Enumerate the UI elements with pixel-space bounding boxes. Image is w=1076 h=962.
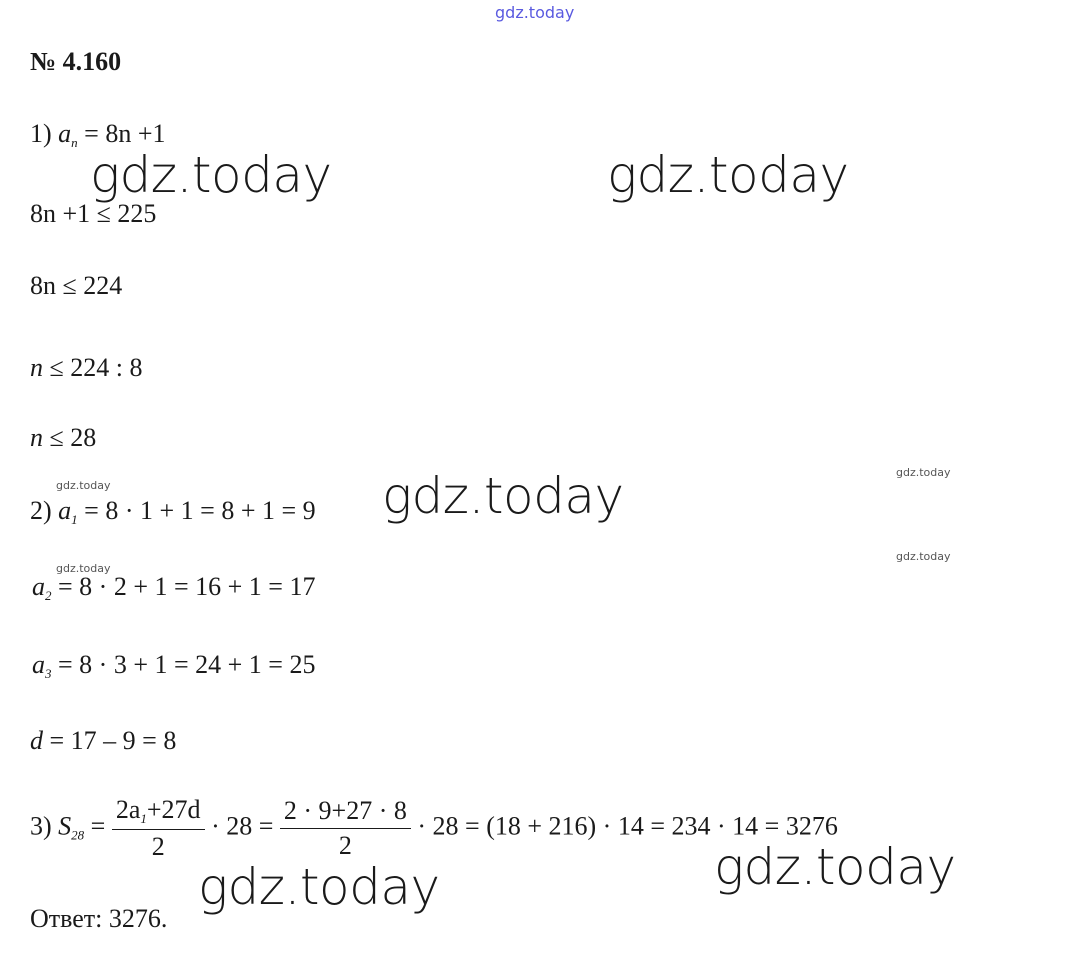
watermark-small: gdz.today: [896, 466, 951, 479]
sum-symbol: S: [58, 811, 72, 841]
substituted-fraction: [280, 798, 411, 859]
sequence-term: a: [58, 119, 72, 148]
part2-label: 2): [30, 496, 52, 525]
fraction-numerator: 2 · 9+27 · 8: [280, 798, 411, 829]
term-index: 1: [71, 512, 78, 527]
step4-expression: ≤ 28: [49, 423, 97, 452]
watermark-small: gdz.today: [896, 550, 951, 563]
sequence-term-index: n: [71, 135, 78, 150]
sum-formula-fraction: [112, 797, 205, 860]
difference-variable: d: [30, 726, 43, 755]
part3-label: 3): [30, 811, 52, 841]
part2-a2: [32, 574, 315, 602]
watermark-big: gdz.today: [607, 146, 849, 204]
part1-step4: [30, 425, 96, 451]
watermark-top: gdz.today: [495, 3, 575, 22]
multiply-28: · 28 =: [211, 811, 274, 841]
problem-title: № 4.160: [30, 47, 122, 76]
part2-difference: [30, 728, 176, 754]
fraction-denominator: 2: [151, 832, 165, 861]
watermark-big: gdz.today: [382, 467, 624, 525]
a2-expression: = 8 · 2 + 1 = 16 + 1 = 17: [58, 572, 316, 601]
part1-label: 1): [30, 119, 52, 148]
sum-index: 28: [71, 827, 85, 843]
part1-step2: 8n ≤ 224: [30, 271, 123, 300]
watermark-small: gdz.today: [56, 562, 111, 575]
difference-expression: = 17 – 9 = 8: [49, 726, 177, 755]
fraction-numerator: $2a_1+27d$: [112, 797, 205, 830]
answer: Ответ: 3276.: [30, 904, 168, 933]
watermark-big: gdz.today: [198, 858, 440, 916]
watermark-big: gdz.today: [90, 146, 332, 204]
term-symbol: a: [32, 650, 45, 679]
step3-expression: ≤ 224 : 8: [49, 353, 143, 382]
term-symbol: a: [32, 572, 45, 601]
a3-expression: = 8 · 3 + 1 = 24 + 1 = 25: [58, 650, 316, 679]
watermark-small: gdz.today: [56, 479, 111, 492]
part1-step1: 8n +1 ≤ 225: [30, 199, 157, 228]
part1-formula-rhs: = 8n +1: [84, 119, 166, 148]
part2-a3: [32, 652, 315, 680]
equals-sign: =: [90, 811, 106, 841]
sum-result: · 28 = (18 + 216) · 14 = 234 · 14 = 3276: [417, 811, 838, 841]
part1-step3: [30, 355, 143, 381]
term-symbol: a: [58, 496, 72, 525]
term-index: 3: [45, 666, 52, 681]
a1-expression: = 8 · 1 + 1 = 8 + 1 = 9: [84, 496, 316, 525]
part1-formula: [30, 121, 166, 149]
fraction-denominator: 2: [338, 831, 352, 860]
watermark-big: gdz.today: [714, 838, 956, 896]
term-index: 2: [45, 588, 52, 603]
part2-a1: [30, 498, 316, 526]
step3-variable: n: [30, 353, 43, 382]
step4-variable: n: [30, 423, 43, 452]
